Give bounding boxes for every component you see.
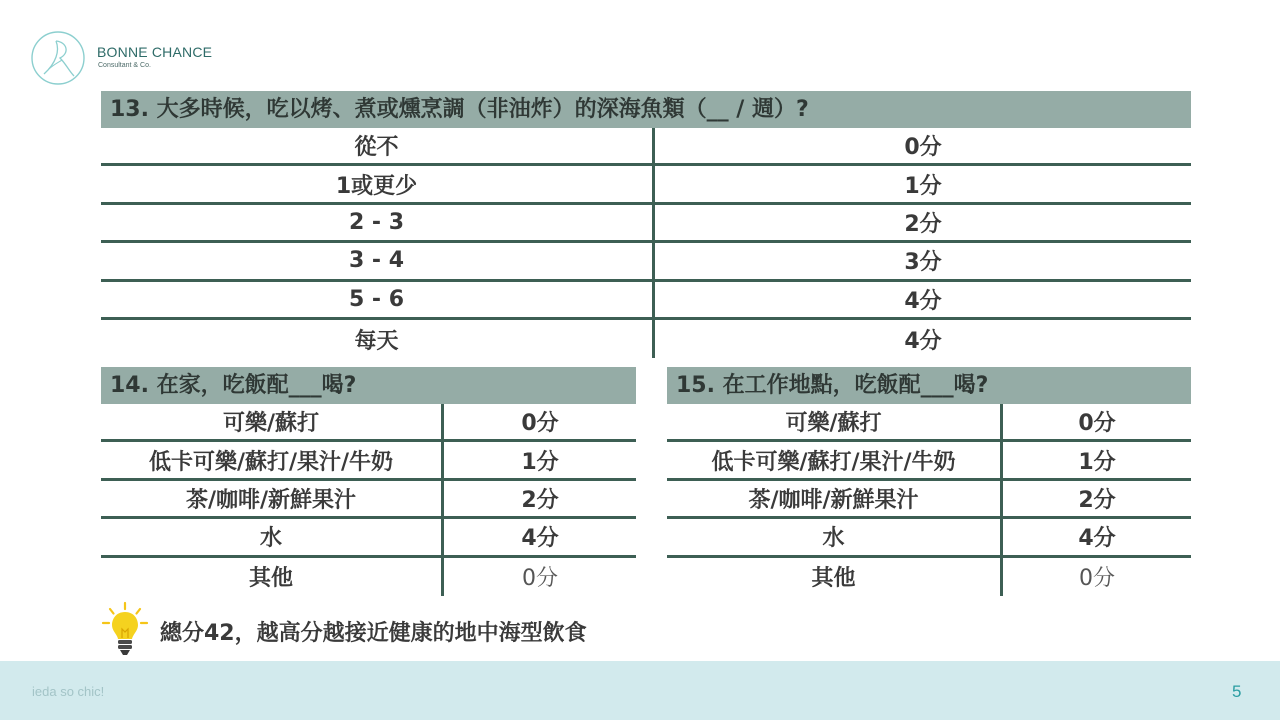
score-cell: 4分 xyxy=(521,526,559,552)
option-cell: 5 - 6 xyxy=(101,282,655,317)
option-cell: 低卡可樂/蘇打/果汁/牛奶 xyxy=(667,442,1003,477)
table-row xyxy=(667,404,1191,442)
question-14-header: 14. 在家，吃飯配___喝? xyxy=(101,367,636,404)
score-cell: 4分 xyxy=(904,328,942,354)
score-note: 總分42，越高分越接近健康的地中海型飲食 xyxy=(160,621,587,646)
table-row xyxy=(101,166,1191,204)
page-number: 5 xyxy=(1232,682,1242,701)
table-row xyxy=(101,404,636,442)
table-row xyxy=(101,519,636,557)
option-cell: 可樂/蘇打 xyxy=(101,404,444,439)
question-13-table xyxy=(101,91,1191,358)
option-cell: 其他 xyxy=(667,558,1003,596)
table-row xyxy=(667,481,1191,519)
table-row xyxy=(667,558,1191,596)
score-cell: 4分 xyxy=(904,288,942,314)
footer-tagline: ieda so chic! xyxy=(32,684,105,699)
score-cell: 4分 xyxy=(1078,526,1116,552)
score-cell: 0分 xyxy=(522,566,558,592)
question-13-header: 13. 大多時候，吃以烤、煮或燻烹調（非油炸）的深海魚類（__ / 週）? xyxy=(101,91,1191,128)
score-cell: 1分 xyxy=(904,173,942,199)
table-row xyxy=(667,519,1191,557)
score-cell: 2分 xyxy=(521,487,559,513)
option-cell: 2 - 3 xyxy=(101,205,655,240)
score-cell: 0分 xyxy=(904,135,942,161)
option-cell: 水 xyxy=(101,519,444,554)
option-cell: 每天 xyxy=(101,320,655,358)
option-cell: 可樂/蘇打 xyxy=(667,404,1003,439)
option-cell: 茶/咖啡/新鮮果汁 xyxy=(667,481,1003,516)
logo-icon xyxy=(29,29,87,87)
option-cell: 水 xyxy=(667,519,1003,554)
score-cell: 0分 xyxy=(521,411,559,437)
option-cell: 從不 xyxy=(101,128,655,163)
score-cell: 0分 xyxy=(1079,566,1115,592)
table-row xyxy=(101,128,1191,166)
table-row xyxy=(101,481,636,519)
option-cell: 茶/咖啡/新鮮果汁 xyxy=(101,481,444,516)
lightbulb-icon xyxy=(101,601,149,659)
question-15-table xyxy=(667,367,1191,596)
option-cell: 低卡可樂/蘇打/果汁/牛奶 xyxy=(101,442,444,477)
question-14-table xyxy=(101,367,636,596)
brand-name: BONNE CHANCE xyxy=(97,44,213,60)
score-cell: 1分 xyxy=(1078,449,1116,475)
option-cell: 其他 xyxy=(101,558,444,596)
score-cell: 2分 xyxy=(1078,487,1116,513)
question-15-header: 15. 在工作地點，吃飯配___喝? xyxy=(667,367,1191,404)
table-row xyxy=(101,558,636,596)
table-row xyxy=(101,320,1191,358)
table-row xyxy=(101,205,1191,243)
table-row xyxy=(101,282,1191,320)
brand-tagline: Consultant & Co. xyxy=(98,62,151,69)
score-cell: 2分 xyxy=(904,211,942,237)
option-cell: 1或更少 xyxy=(101,166,655,201)
footer-band xyxy=(0,661,1280,720)
table-row xyxy=(101,243,1191,281)
score-cell: 1分 xyxy=(521,449,559,475)
score-cell: 3分 xyxy=(904,250,942,276)
score-cell: 0分 xyxy=(1078,411,1116,437)
option-cell: 3 - 4 xyxy=(101,243,655,278)
table-row xyxy=(667,442,1191,480)
table-row xyxy=(101,442,636,480)
